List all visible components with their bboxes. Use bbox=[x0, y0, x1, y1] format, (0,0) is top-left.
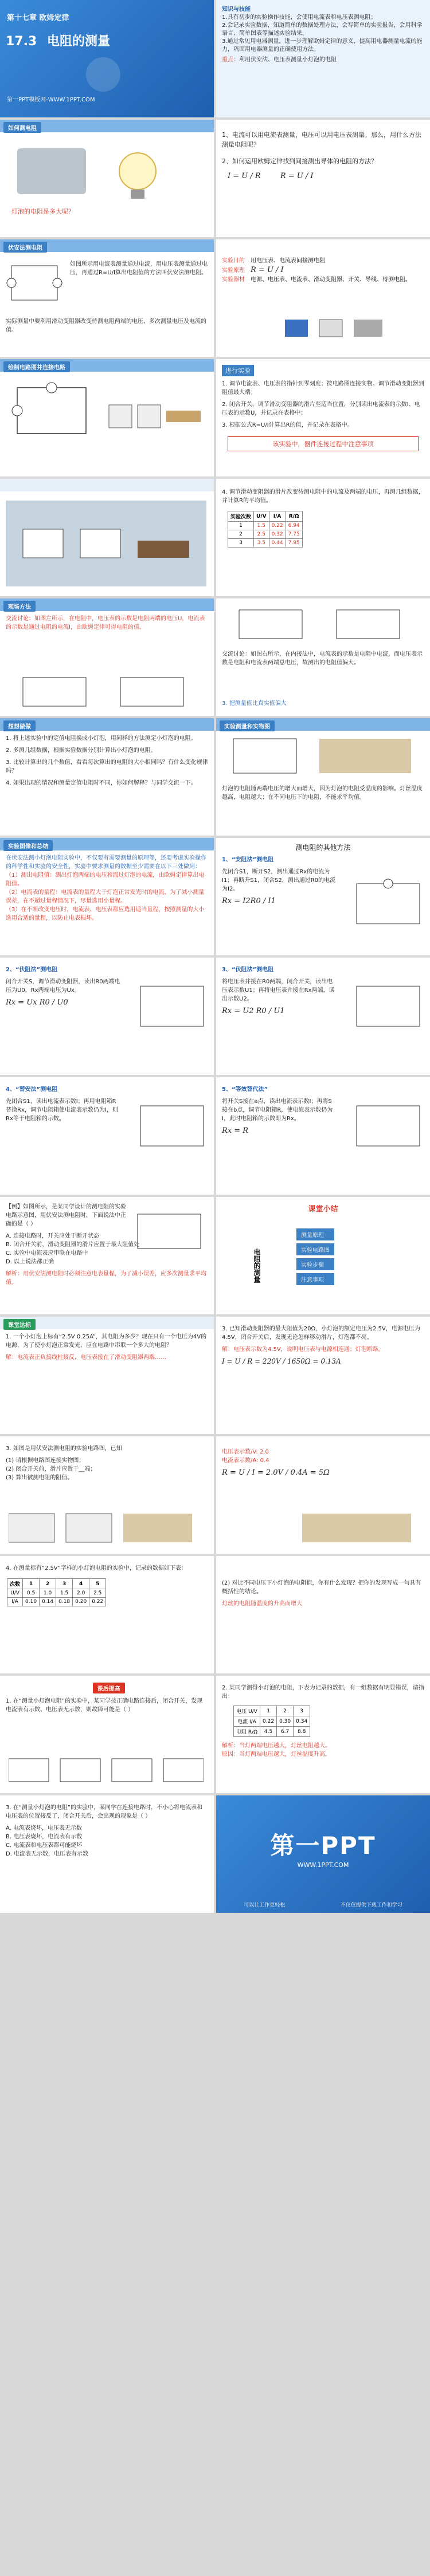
exercise-answer: 解：电流表正负接线柱接反，电压表接在了滑动变阻器两端…… bbox=[6, 1354, 166, 1361]
td: 7.75 bbox=[286, 530, 302, 539]
try-item: 4. 如果出现的情况和测量定值电阻时不同，你如何解释？与同学交流一下。 bbox=[6, 780, 197, 786]
td: 8.8 bbox=[294, 1727, 310, 1737]
td: 0.20 bbox=[73, 1598, 89, 1606]
homework-question: 1. 在“测量小灯泡电阻”的实验中，某同学按正确电路连接后，闭合开关，发现电流表有示数、电压表无示数，则故障可能是（ ） bbox=[6, 1698, 203, 1713]
slide-other-methods bbox=[216, 838, 430, 955]
schematic bbox=[6, 382, 97, 439]
example-schematic bbox=[132, 1208, 206, 1254]
goal-item: 2.会记录实验数据，知道简单的数据处理方法，会写简单的实验报告，会用科学语言、简单图表等描述实验结果。 bbox=[222, 22, 423, 37]
method-schematic bbox=[351, 980, 425, 1032]
summary-node: 注意事项 bbox=[296, 1273, 334, 1285]
td: 0.32 bbox=[269, 530, 286, 539]
method-text: 交流讨论：如图左所示，在电阻中，电压表的示数是电阻两端的电压U，电流表的示数是通过电阻的电流I，由欧姆定律可得电阻的值。 bbox=[6, 616, 205, 631]
lab-photo bbox=[0, 495, 214, 592]
method-schematic bbox=[351, 878, 425, 929]
method-formula: Rx = Ux R0 / U0 bbox=[6, 998, 68, 1007]
method-tail: 3. 把测量值比真实值偏大 bbox=[222, 700, 287, 707]
question-2: 2、如何运用欧姆定律找到间接测出导体的电阻的方法？ bbox=[222, 157, 377, 165]
slide-tag: 实验测量和实物图 bbox=[220, 720, 275, 731]
option: C. 电流表和电压表都可能烧坏 bbox=[6, 1842, 83, 1849]
td: 电压 U/V bbox=[234, 1706, 260, 1716]
slide-exercise-2 bbox=[216, 1317, 430, 1434]
method-formula: Rx = I2R0 / I1 bbox=[222, 897, 276, 905]
exercise-question: 1. 一个小灯泡上标有“2.5V 0.25A”，其电阻为多少？现在只有一个电压为4V的电源，为了使小灯泡正常发光，应在电路中串联一个多大的电阻？ bbox=[6, 1334, 207, 1349]
option: B. 电压表烧坏，电流表有示数 bbox=[6, 1834, 83, 1840]
slide-data-table bbox=[216, 479, 430, 596]
table-question: 4. 调节滑动变阻器的滑片改变待测电阻中的电流及两端的电压，再测几组数据，并计算R的平均值。 bbox=[222, 489, 424, 504]
summary-node: 实验步骤 bbox=[296, 1258, 334, 1270]
slide-summary bbox=[0, 838, 214, 955]
end-footer-left: 可以让工作更轻松 bbox=[244, 1903, 286, 1908]
slide-exercise-4 bbox=[0, 1556, 214, 1673]
exercise-question: (2) 对比不同电压下小灯泡的电阻值，你有什么发现？把你的发现写成一句具有概括性的结论。 bbox=[222, 1580, 421, 1595]
th: 2 bbox=[40, 1579, 56, 1589]
slide-method-5 bbox=[216, 1077, 430, 1195]
method-desc: 先闭合S1，断开S2，测出通过Rx的电流为I1；再断开S1，闭合S2，测出通过R0的电流为I2。 bbox=[222, 869, 336, 892]
reading: 电流表示数/A: 0.4 bbox=[222, 1458, 269, 1464]
td: 2.0 bbox=[73, 1589, 89, 1598]
method-heading: 5、“等效替代法” bbox=[222, 1086, 268, 1093]
row-label: 实验器材 bbox=[222, 277, 245, 283]
exercise-question: 3. 在“测量小灯泡的电阻”的实验中，某同学在连接电路时，不小心将电流表和电压表的位置接反了，闭合开关后，会出现的现象是（ ） bbox=[6, 1805, 203, 1819]
td: 4.5 bbox=[260, 1727, 277, 1737]
td: U/V bbox=[7, 1589, 23, 1598]
slide-tag: 课后提高 bbox=[93, 1683, 125, 1693]
slide-how-measure bbox=[0, 120, 214, 237]
th: 实验次数 bbox=[228, 511, 254, 522]
row-label: 实验原理 bbox=[222, 267, 245, 274]
summary-intro: 在伏安法测小灯泡电阻实验中，不仅要有需要测量的原理等，还要考虑实验操作的科学性和实验的安全性，实验中要求测量的数据至少需要在以下三处做到： bbox=[6, 855, 206, 870]
method-heading: 2、“伏阻法”测电阻 bbox=[6, 967, 58, 973]
td: 0.30 bbox=[277, 1716, 294, 1727]
slide-method-3 bbox=[216, 958, 430, 1075]
try-item: 1. 将上述实验中的定值电阻换成小灯泡，用同样的方法测定小灯泡的电阻。 bbox=[6, 735, 197, 742]
steps-heading: 进行实验 bbox=[222, 365, 254, 376]
slide-lab-photo bbox=[0, 479, 214, 596]
slide-exp-goal bbox=[216, 239, 430, 357]
td: 7.95 bbox=[286, 539, 302, 548]
focus-text: 利用伏安法、电压表测量小灯泡的电阻 bbox=[239, 57, 337, 63]
slide-homework bbox=[0, 1676, 214, 1793]
td: 1 bbox=[228, 522, 254, 530]
option: A. 连接电路时，开关应处于断开状态 bbox=[6, 1233, 100, 1239]
goals-slide bbox=[216, 0, 430, 117]
slide-method-4 bbox=[0, 1077, 214, 1195]
option: A. 电流表烧坏，电压表无示数 bbox=[6, 1825, 83, 1831]
td: 0.18 bbox=[56, 1598, 73, 1606]
slide-tag: 课堂达标 bbox=[3, 1319, 36, 1330]
slide-tag: 绘制电路图并连接电路 bbox=[3, 361, 70, 372]
two-schematics-right bbox=[216, 604, 430, 644]
td: I/A bbox=[7, 1598, 23, 1606]
slide-exercise-3 bbox=[0, 1436, 214, 1554]
cover-slide bbox=[0, 0, 214, 117]
slide-tag: 实验图像和总结 bbox=[3, 840, 53, 851]
method-heading: 4、“替安法”测电阻 bbox=[6, 1086, 58, 1093]
method-schematic bbox=[135, 980, 209, 1032]
exercise-question: 4. 在测量标有“2.5V”字样的小灯泡电阻的实验中，记录的数据如下表： bbox=[6, 1565, 187, 1571]
exercise-images bbox=[9, 1511, 204, 1545]
exercise-formula: I = U / R = 220V / 1650Ω = 0.13A bbox=[222, 1357, 341, 1365]
focus-label: 重点： bbox=[222, 57, 239, 63]
method-heading: 1、“安阻法”测电阻 bbox=[222, 857, 274, 863]
th: 4 bbox=[73, 1579, 89, 1589]
slide-exercise-1 bbox=[0, 1317, 214, 1434]
exercise-question: 3. 已知滑动变阻器的最大阻值为20Ω，小灯泡的额定电压为2.5V，电源电压为4.5V，闭合开关后，发现无论怎样移动滑片，灯泡都不亮。 bbox=[222, 1326, 420, 1341]
option: B. 闭合开关前，滑动变阻器的滑片应置于最大阻值处 bbox=[6, 1242, 140, 1248]
method-desc: 将开关S接在a点，读出电流表示数I；再将S接在b点，调节电阻箱R，使电流表示数仍为I，此时电阻箱的示数即为Rx。 bbox=[222, 1098, 333, 1122]
method-desc: 先闭合S1，读出电流表示数I；再用电阻箱R替换Rx，调节电阻箱使电流表示数仍为I，则Rx等于电阻箱的示数。 bbox=[6, 1098, 118, 1122]
slide-question-3 bbox=[0, 1795, 214, 1913]
sub-item: (1) 请根据电路图连接实物图； bbox=[6, 1458, 85, 1464]
slide-lamp-data bbox=[216, 718, 430, 836]
th: I/A bbox=[269, 511, 286, 522]
td: 电阻 R/Ω bbox=[234, 1727, 260, 1737]
homework-answer: 原因：当灯两端电压越大，灯丝温度升高。 bbox=[222, 1751, 331, 1758]
homework-question: 2. 某同学测得小灯泡的电阻，下表为记录的数据，有一组数据有明显错误，请指出： bbox=[222, 1685, 424, 1700]
slide-exercise-3-ans bbox=[216, 1436, 430, 1554]
summary-item: （3）在不断改变电压时，电流表、电压表都应选用适当量程，按照测量的大小选用合适的量程，以防止电表损坏。 bbox=[6, 907, 205, 921]
summary-item: （2）电流表的量程：电流表的量程大于灯泡正常发光时的电流，为了减小测量误差，在不超过量程情况下，尽量选用小量程。 bbox=[6, 889, 205, 904]
slide-questions bbox=[216, 120, 430, 237]
slide-method-left bbox=[0, 598, 214, 716]
summary-node: 测量原理 bbox=[296, 1228, 334, 1240]
end-brand: 第一PPT bbox=[270, 1831, 376, 1860]
sub-item: (2) 闭合开关前，滑片应置于__端； bbox=[6, 1466, 96, 1472]
slide-tag: 伏安法测电阻 bbox=[3, 242, 47, 253]
option: D. 以上说法都正确 bbox=[6, 1259, 54, 1265]
td: 3 bbox=[294, 1706, 310, 1716]
lamp-table bbox=[7, 1578, 106, 1606]
row-label: 实验目的 bbox=[222, 258, 245, 264]
cover-chapter: 第十七章 欧姆定律 bbox=[7, 14, 69, 22]
question-1: 1、电流可以用电流表测量，电压可以用电压表测量。那么，用什么方法测量电阻呢？ bbox=[222, 131, 421, 148]
voltamp-note: 实际测量中要利用滑动变阻器改变待测电阻两端的电压，多次测量电压及电流的值。 bbox=[6, 318, 206, 333]
td: 0.10 bbox=[23, 1598, 40, 1606]
exercise-photo bbox=[302, 1511, 417, 1545]
td: 0.5 bbox=[23, 1589, 40, 1598]
td: 0.14 bbox=[40, 1598, 56, 1606]
slide-steps bbox=[216, 359, 430, 476]
exercise-answer: 灯丝的电阻随温度的升高而增大 bbox=[222, 1601, 302, 1607]
decor-circle bbox=[86, 57, 120, 92]
method-desc: 闭合开关S，调节滑动变阻器，读出R0两端电压为U0，Rx两端电压为Ux。 bbox=[6, 979, 120, 994]
formula-ohm: I = U / R bbox=[228, 172, 261, 180]
option: D. 电流表无示数，电压表有示数 bbox=[6, 1851, 89, 1857]
th: 1 bbox=[23, 1579, 40, 1589]
example-question: 【例】如图所示，是某同学设计的测电阻的实验电路示意图，用伏安法测电阻时，下面说法中正确的是（ ） bbox=[6, 1204, 126, 1227]
method-schematic bbox=[351, 1100, 425, 1152]
td: 3.5 bbox=[254, 539, 269, 548]
formula-resistance: R = U / I bbox=[280, 172, 314, 180]
end-url: WWW.1PPT.COM bbox=[297, 1861, 349, 1869]
th: 3 bbox=[56, 1579, 73, 1589]
goal-item: 3.通过常见用电器测量，进一步理解欧姆定律的意义，提高用电器测量电流的能力，巩固用电器测量的正确使用方法。 bbox=[222, 38, 423, 53]
td: 0.22 bbox=[89, 1598, 106, 1606]
lamp-circuits bbox=[216, 733, 430, 779]
td: 2.5 bbox=[254, 530, 269, 539]
td: 1.5 bbox=[254, 522, 269, 530]
td: 0.44 bbox=[269, 539, 286, 548]
td: 0.22 bbox=[260, 1716, 277, 1727]
other-methods-title: 测电阻的其他方法 bbox=[295, 844, 351, 852]
th: U/V bbox=[254, 511, 269, 522]
slide-end bbox=[216, 1795, 430, 1913]
th: 5 bbox=[89, 1579, 106, 1589]
exercise-answer: 解：电压表示数为4.5V，说明电压表与电源相连通；灯泡断路。 bbox=[222, 1346, 384, 1353]
answer-note: 解析：用伏安法测电阻时必须注意电表量程，为了减小误差，应多次测量求平均值。 bbox=[6, 1271, 206, 1286]
td: 6.7 bbox=[277, 1727, 294, 1737]
two-schematics bbox=[0, 672, 214, 712]
td: 2 bbox=[277, 1706, 294, 1716]
method-schematic bbox=[135, 1100, 209, 1152]
summary-tag: 课堂小结 bbox=[308, 1205, 338, 1214]
summary-center: 电阻的测量 bbox=[253, 1248, 261, 1283]
physical-circuit bbox=[103, 382, 206, 451]
cover-number: 17.3 bbox=[6, 34, 37, 49]
slide-volt-amp bbox=[0, 239, 214, 357]
slide-class-summary bbox=[216, 1197, 430, 1314]
row-value: 用电压表、电流表间接测电阻 bbox=[251, 258, 325, 264]
summary-node: 实验电路图 bbox=[296, 1243, 334, 1255]
method-heading: 3、“伏阻法”测电阻 bbox=[222, 967, 274, 973]
row-value: 电源、电压表、电流表、滑动变阻器、开关、导线、待测电阻。 bbox=[251, 277, 411, 283]
homework-answer: 解析：当灯两端电压越大，灯丝电阻越大。 bbox=[222, 1743, 331, 1749]
circuit-diagram bbox=[6, 260, 63, 306]
try-item: 3. 比较计算出的几个数值，看看每次算出的电阻的大小相同吗？有什么变化规律吗？ bbox=[6, 759, 208, 774]
td: 1.0 bbox=[40, 1589, 56, 1598]
td: 6.94 bbox=[286, 522, 302, 530]
slide-method-2 bbox=[0, 958, 214, 1075]
summary-item: （1）测出电阻值：测出灯泡两端的电压和流过灯泡的电流，由欧姆定律算出电阻值。 bbox=[6, 872, 205, 887]
sub-item: (3) 算出被测电阻的阻值。 bbox=[6, 1475, 73, 1481]
method-formula: Rx = R bbox=[222, 1126, 249, 1135]
goals-heading: 知识与技能 bbox=[222, 6, 251, 13]
slide-tag: 现场方法 bbox=[3, 601, 36, 612]
meter-images bbox=[9, 1756, 204, 1785]
exercise-formula: R = U / I = 2.0V / 0.4A = 5Ω bbox=[222, 1468, 330, 1477]
homework-table bbox=[233, 1705, 310, 1737]
slide-try-it bbox=[0, 718, 214, 836]
slide-exercise-4-ans bbox=[216, 1556, 430, 1673]
slide-tag: 如何测电阻 bbox=[3, 122, 41, 133]
goal-item: 1.具有初步的实验操作技能，会使用电流表和电压表测电阻； bbox=[222, 14, 377, 21]
method-desc: 将电压表并接在R0两端，闭合开关，读出电压表示数U1；再将电压表并接在Rx两端，读出示数U2。 bbox=[222, 979, 335, 1002]
td: 0.34 bbox=[294, 1716, 310, 1727]
bulb-caption: 灯泡的电阻是多大呢？ bbox=[11, 208, 75, 215]
option: C. 实验中电流表应串联在电路中 bbox=[6, 1250, 88, 1257]
row-value: R = U / I bbox=[251, 266, 284, 274]
cover-title bbox=[6, 31, 110, 49]
lamp-conclusion: 灯泡的电阻随两端电压的增大而增大，因为灯泡的电阻受温度的影响。灯丝温度越高，电阻越大；在不同电压下的电阻，不能求平均值。 bbox=[222, 786, 423, 801]
slide-method-right bbox=[216, 598, 430, 716]
td: 2 bbox=[228, 530, 254, 539]
slide-tag: 想想做做 bbox=[3, 720, 36, 731]
equipment-image bbox=[285, 314, 388, 342]
td: 1 bbox=[260, 1706, 277, 1716]
warning-note: 该实验中，器件连接过程中注意事项 bbox=[228, 436, 419, 451]
th: 次数 bbox=[7, 1579, 23, 1589]
th: R/Ω bbox=[286, 511, 302, 522]
method-text-right: 交流讨论：如图右所示，在内接法中，电流表的示数是电阻中电流，而电压表示数是电阻和电流表两端总电压，故测出的电阻值偏大。 bbox=[222, 651, 423, 666]
td: 1.5 bbox=[56, 1589, 73, 1598]
td: 0.22 bbox=[269, 522, 286, 530]
step: 1. 调节电流表、电压表的指针到零刻度；按电路图连接实物。调节滑动变阻器到阻值最大端； bbox=[222, 381, 424, 396]
cover-brand: 第一PPT模板网-WWW.1PPT.COM bbox=[7, 97, 95, 103]
step: 3. 根据公式R=U/I计算出R的值，并记录在表格中。 bbox=[222, 422, 353, 428]
method-formula: Rx = U2 R0 / U1 bbox=[222, 1007, 285, 1015]
step: 2. 闭合开关，调节滑动变阻器的滑片至适当位置，分别读出电流表的示数I、电压表的示数U，并记录在表格中； bbox=[222, 401, 420, 416]
td: 3 bbox=[228, 539, 254, 548]
exercise-question: 3. 如图是用伏安法测电阻的实验电路图，已知 bbox=[6, 1445, 122, 1452]
end-footer-right: 不仅仅提供下载工作和学习 bbox=[340, 1903, 402, 1908]
data-table bbox=[228, 511, 303, 548]
td: 电流 I/A bbox=[234, 1716, 260, 1727]
try-item: 2. 多测几组数据，根据实验数据分别计算出小灯泡的电阻。 bbox=[6, 747, 157, 754]
td: 2.5 bbox=[89, 1589, 106, 1598]
cover-title-text: 电阻的测量 bbox=[46, 34, 110, 49]
slide-homework-2 bbox=[216, 1676, 430, 1793]
slide-example bbox=[0, 1197, 214, 1314]
reading: 电压表示数/V: 2.0 bbox=[222, 1449, 269, 1455]
slide-circuit bbox=[0, 359, 214, 476]
voltamp-desc: 如图所示用电流表测量通过电流，用电压表测量通过电压，再通过R=U/I算出电阻值的方法叫伏安法测电阻。 bbox=[70, 261, 208, 276]
